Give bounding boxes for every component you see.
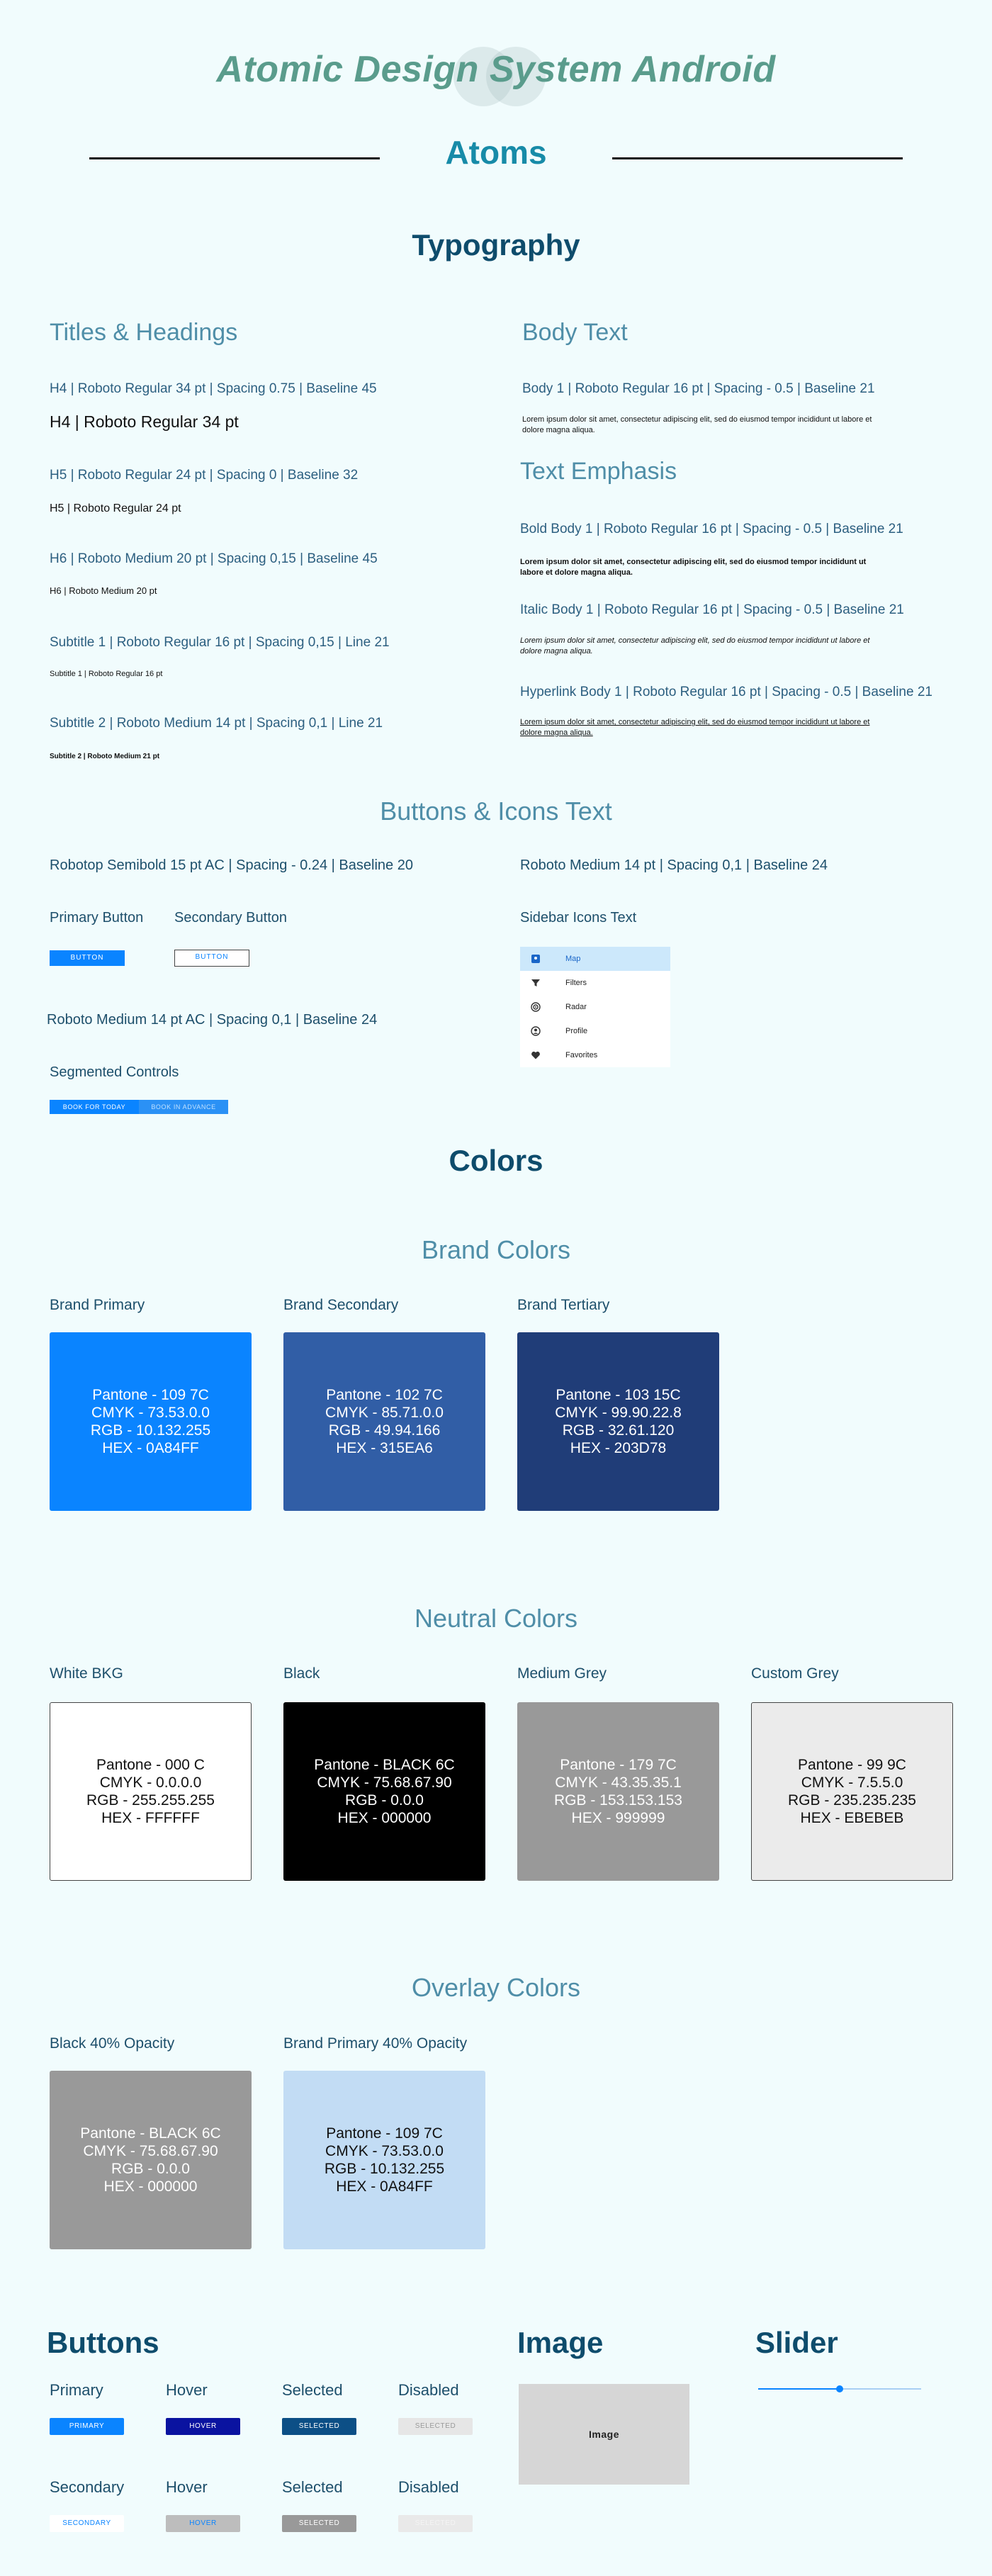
italic-body-spec: Italic Body 1 | Roboto Regular 16 pt | Spacing - 0.5 | Baseline 21	[520, 602, 904, 617]
colors-heading: Colors	[449, 1144, 543, 1177]
body1-spec: Body 1 | Roboto Regular 16 pt | Spacing - 0.5 | Baseline 21	[522, 381, 875, 396]
sidebar-icons-text-label: Sidebar Icons Text	[520, 910, 637, 926]
secondary-disabled-button[interactable]: SELECTED	[398, 2515, 473, 2532]
button-text-spec: Robotop Semibold 15 pt AC | Spacing - 0.24 | Baseline 20	[50, 857, 413, 873]
swatch-hex: HEX - 0A84FF	[336, 2178, 433, 2195]
subtitle2-spec: Subtitle 2 | Roboto Medium 14 pt | Spacing 0,1 | Line 21	[50, 716, 383, 731]
segmented-text-spec: Roboto Medium 14 pt AC | Spacing 0,1 | Baseline 24	[47, 1012, 378, 1028]
neutral-color-swatch	[50, 1702, 252, 1881]
swatch-cmyk: CMYK - 75.68.67.90	[83, 2142, 218, 2159]
secondary-state-label: Disabled	[398, 2478, 459, 2496]
swatch-rgb: RGB - 0.0.0	[345, 1792, 424, 1809]
brand-color-label: Brand Primary	[50, 1297, 145, 1313]
radar-icon	[530, 1001, 541, 1013]
sidebar-item-radar[interactable]	[520, 995, 670, 1019]
brand-colors-heading: Brand Colors	[421, 1235, 571, 1264]
typography-heading: Typography	[412, 228, 580, 261]
neutral-colors-heading: Neutral Colors	[414, 1604, 578, 1633]
segment-book-today[interactable]: BOOK FOR TODAY	[50, 1100, 139, 1114]
swatch-hex: HEX - EBEBEB	[800, 1810, 904, 1827]
filter-icon	[530, 977, 541, 989]
profile-icon	[530, 1025, 541, 1037]
brand-color-swatch	[283, 1332, 485, 1511]
swatch-pantone: Pantone - 109 7C	[326, 2125, 443, 2142]
overlay-color-label: Brand Primary 40% Opacity	[283, 2035, 468, 2052]
primary-state-label: Hover	[166, 2381, 208, 2399]
swatch-cmyk: CMYK - 85.71.0.0	[325, 1404, 444, 1421]
primary-state-label: Primary	[50, 2381, 103, 2399]
subtitle1-sample: Subtitle 1 | Roboto Regular 16 pt	[50, 670, 163, 678]
swatch-rgb: RGB - 49.94.166	[328, 1422, 441, 1439]
neutral-color-label: Black	[283, 1665, 320, 1682]
sidebar-item-label: Filters	[565, 979, 587, 987]
swatch-pantone: Pantone - BLACK 6C	[80, 2125, 221, 2142]
subtitle2-sample: Subtitle 2 | Roboto Medium 21 pt	[50, 753, 160, 760]
swatch-pantone: Pantone - 102 7C	[326, 1386, 443, 1403]
h6-spec: H6 | Roboto Medium 20 pt | Spacing 0,15 | Baseline 45	[50, 551, 378, 566]
swatch-rgb: RGB - 235.235.235	[788, 1792, 916, 1809]
primary-primary-button[interactable]: PRIMARY	[50, 2418, 124, 2435]
neutral-color-swatch	[751, 1702, 953, 1881]
atoms-heading: Atoms	[445, 134, 547, 171]
swatch-pantone: Pantone - 109 7C	[92, 1386, 209, 1403]
bold-body-lorem: Lorem ipsum dolor sit amet, consectetur adipiscing elit, sed do eiusmod tempor incididunt ut labore et dolore magna aliqua.	[520, 558, 867, 577]
subtitle1-spec: Subtitle 1 | Roboto Regular 16 pt | Spacing 0,15 | Line 21	[50, 635, 390, 650]
text-emphasis-heading: Text Emphasis	[520, 458, 677, 485]
sidebar-item-map[interactable]	[520, 947, 670, 971]
h5-spec: H5 | Roboto Regular 24 pt | Spacing 0 | Baseline 32	[50, 468, 359, 483]
swatch-hex: HEX - 999999	[571, 1810, 665, 1827]
primary-button-sample[interactable]: BUTTON	[50, 950, 125, 966]
body1-lorem: Lorem ipsum dolor sit amet, consectetur adipiscing elit, sed do eiusmod tempor incididunt ut labore et dolore magna aliqua.	[522, 415, 872, 434]
swatch-hex: HEX - 0A84FF	[102, 1440, 199, 1457]
swatch-rgb: RGB - 153.153.153	[554, 1792, 682, 1809]
swatch-hex: HEX - 315EA6	[336, 1440, 433, 1457]
brand-color-swatch	[50, 1332, 252, 1511]
sidebar-item-filters[interactable]	[520, 971, 670, 995]
image-placeholder	[519, 2384, 689, 2485]
swatch-pantone: Pantone - 103 15C	[556, 1386, 681, 1403]
sidebar-item-label: Map	[565, 955, 581, 963]
map-icon	[530, 953, 541, 964]
secondary-state-label: Hover	[166, 2478, 208, 2496]
secondary-selected-button[interactable]: SELECTED	[282, 2515, 356, 2532]
primary-button-label: Primary Button	[50, 910, 144, 926]
brand-color-label: Brand Secondary	[283, 1297, 399, 1313]
sidebar-item-profile[interactable]	[520, 1019, 670, 1043]
hyperlink-body-spec: Hyperlink Body 1 | Roboto Regular 16 pt | Spacing - 0.5 | Baseline 21	[520, 685, 932, 699]
slider-fill	[758, 2388, 840, 2390]
neutral-color-swatch	[283, 1702, 485, 1881]
swatch-rgb: RGB - 32.61.120	[562, 1422, 675, 1439]
swatch-hex: HEX - 203D78	[570, 1440, 667, 1457]
swatch-hex: HEX - FFFFFF	[101, 1810, 200, 1827]
swatch-rgb: RGB - 255.255.255	[86, 1792, 215, 1809]
swatch-rgb: RGB - 0.0.0	[111, 2161, 190, 2177]
swatch-pantone: Pantone - 99 9C	[798, 1756, 906, 1773]
h5-sample: H5 | Roboto Regular 24 pt	[50, 502, 181, 514]
slider-thumb[interactable]	[836, 2385, 843, 2392]
hyperlink-body-lorem[interactable]: Lorem ipsum dolor sit amet, consectetur adipiscing elit, sed do eiusmod tempor incididunt ut labore et dolore magna aliqua.	[520, 718, 870, 737]
swatch-cmyk: CMYK - 43.35.35.1	[555, 1774, 682, 1791]
slider-heading: Slider	[755, 2326, 838, 2359]
primary-selected-button[interactable]: SELECTED	[282, 2418, 356, 2435]
swatch-cmyk: CMYK - 7.5.5.0	[801, 1774, 903, 1791]
swatch-hex: HEX - 000000	[103, 2178, 198, 2195]
swatch-rgb: RGB - 10.132.255	[324, 2161, 445, 2177]
page-title: Atomic Design System Android	[216, 49, 776, 90]
titles-headings-heading: Titles & Headings	[50, 319, 238, 346]
image-placeholder-label: Image	[589, 2429, 619, 2440]
segment-book-advance[interactable]: BOOK IN ADVANCE	[139, 1100, 228, 1114]
bold-body-spec: Bold Body 1 | Roboto Regular 16 pt | Spacing - 0.5 | Baseline 21	[520, 522, 903, 536]
swatch-hex: HEX - 000000	[337, 1810, 432, 1827]
swatch-pantone: Pantone - 000 C	[96, 1756, 205, 1773]
image-heading: Image	[517, 2326, 604, 2359]
segmented-controls-label: Segmented Controls	[50, 1064, 179, 1080]
buttons-icons-text-heading: Buttons & Icons Text	[380, 797, 612, 826]
sidebar-text-spec: Roboto Medium 14 pt | Spacing 0,1 | Baseline 24	[520, 857, 828, 873]
secondary-state-label: Selected	[282, 2478, 343, 2496]
overlay-color-swatch	[283, 2071, 485, 2249]
primary-disabled-button[interactable]: SELECTED	[398, 2418, 473, 2435]
secondary-state-label: Secondary	[50, 2478, 125, 2496]
swatch-pantone: Pantone - BLACK 6C	[314, 1756, 455, 1773]
sidebar-sample	[520, 947, 670, 1067]
swatch-pantone: Pantone - 179 7C	[560, 1756, 677, 1773]
secondary-button-label: Secondary Button	[174, 910, 287, 926]
sidebar-item-label: Profile	[565, 1027, 588, 1035]
secondary-button-sample[interactable]: BUTTON	[174, 950, 249, 967]
primary-hover-button[interactable]: HOVER	[166, 2418, 240, 2435]
neutral-color-label: White BKG	[50, 1665, 123, 1682]
secondary-secondary-button[interactable]: SECONDARY	[50, 2515, 124, 2532]
neutral-color-label: Custom Grey	[751, 1665, 839, 1682]
brand-color-label: Brand Tertiary	[517, 1297, 610, 1313]
swatch-cmyk: CMYK - 75.68.67.90	[317, 1774, 452, 1791]
heart-icon	[530, 1050, 541, 1061]
swatch-cmyk: CMYK - 99.90.22.8	[555, 1404, 682, 1421]
swatch-cmyk: CMYK - 0.0.0.0	[99, 1774, 202, 1791]
sidebar-item-label: Favorites	[565, 1051, 598, 1059]
brand-color-swatch	[517, 1332, 719, 1511]
neutral-color-label: Medium Grey	[517, 1665, 607, 1682]
h4-spec: H4 | Roboto Regular 34 pt | Spacing 0.75 | Baseline 45	[50, 381, 377, 396]
swatch-cmyk: CMYK - 73.53.0.0	[91, 1404, 210, 1421]
swatch-cmyk: CMYK - 73.53.0.0	[325, 2142, 444, 2159]
segmented-control	[50, 1100, 228, 1114]
overlay-color-swatch	[50, 2071, 252, 2249]
h6-sample: H6 | Roboto Medium 20 pt	[50, 585, 157, 596]
italic-body-lorem: Lorem ipsum dolor sit amet, consectetur adipiscing elit, sed do eiusmod tempor incididunt ut labore et dolore magna aliqua.	[520, 636, 870, 656]
overlay-colors-heading: Overlay Colors	[411, 1973, 581, 2002]
overlay-color-label: Black 40% Opacity	[50, 2035, 175, 2052]
swatch-rgb: RGB - 10.132.255	[90, 1422, 211, 1439]
buttons-heading: Buttons	[47, 2326, 159, 2359]
sidebar-item-label: Radar	[565, 1003, 587, 1011]
body-text-heading: Body Text	[522, 319, 628, 346]
sidebar-item-favorites[interactable]	[520, 1043, 670, 1067]
primary-state-label: Disabled	[398, 2381, 459, 2399]
primary-state-label: Selected	[282, 2381, 343, 2399]
neutral-color-swatch	[517, 1702, 719, 1881]
secondary-hover-button[interactable]: HOVER	[166, 2515, 240, 2532]
slider[interactable]	[758, 2384, 921, 2394]
h4-sample: H4 | Roboto Regular 34 pt	[50, 412, 239, 431]
